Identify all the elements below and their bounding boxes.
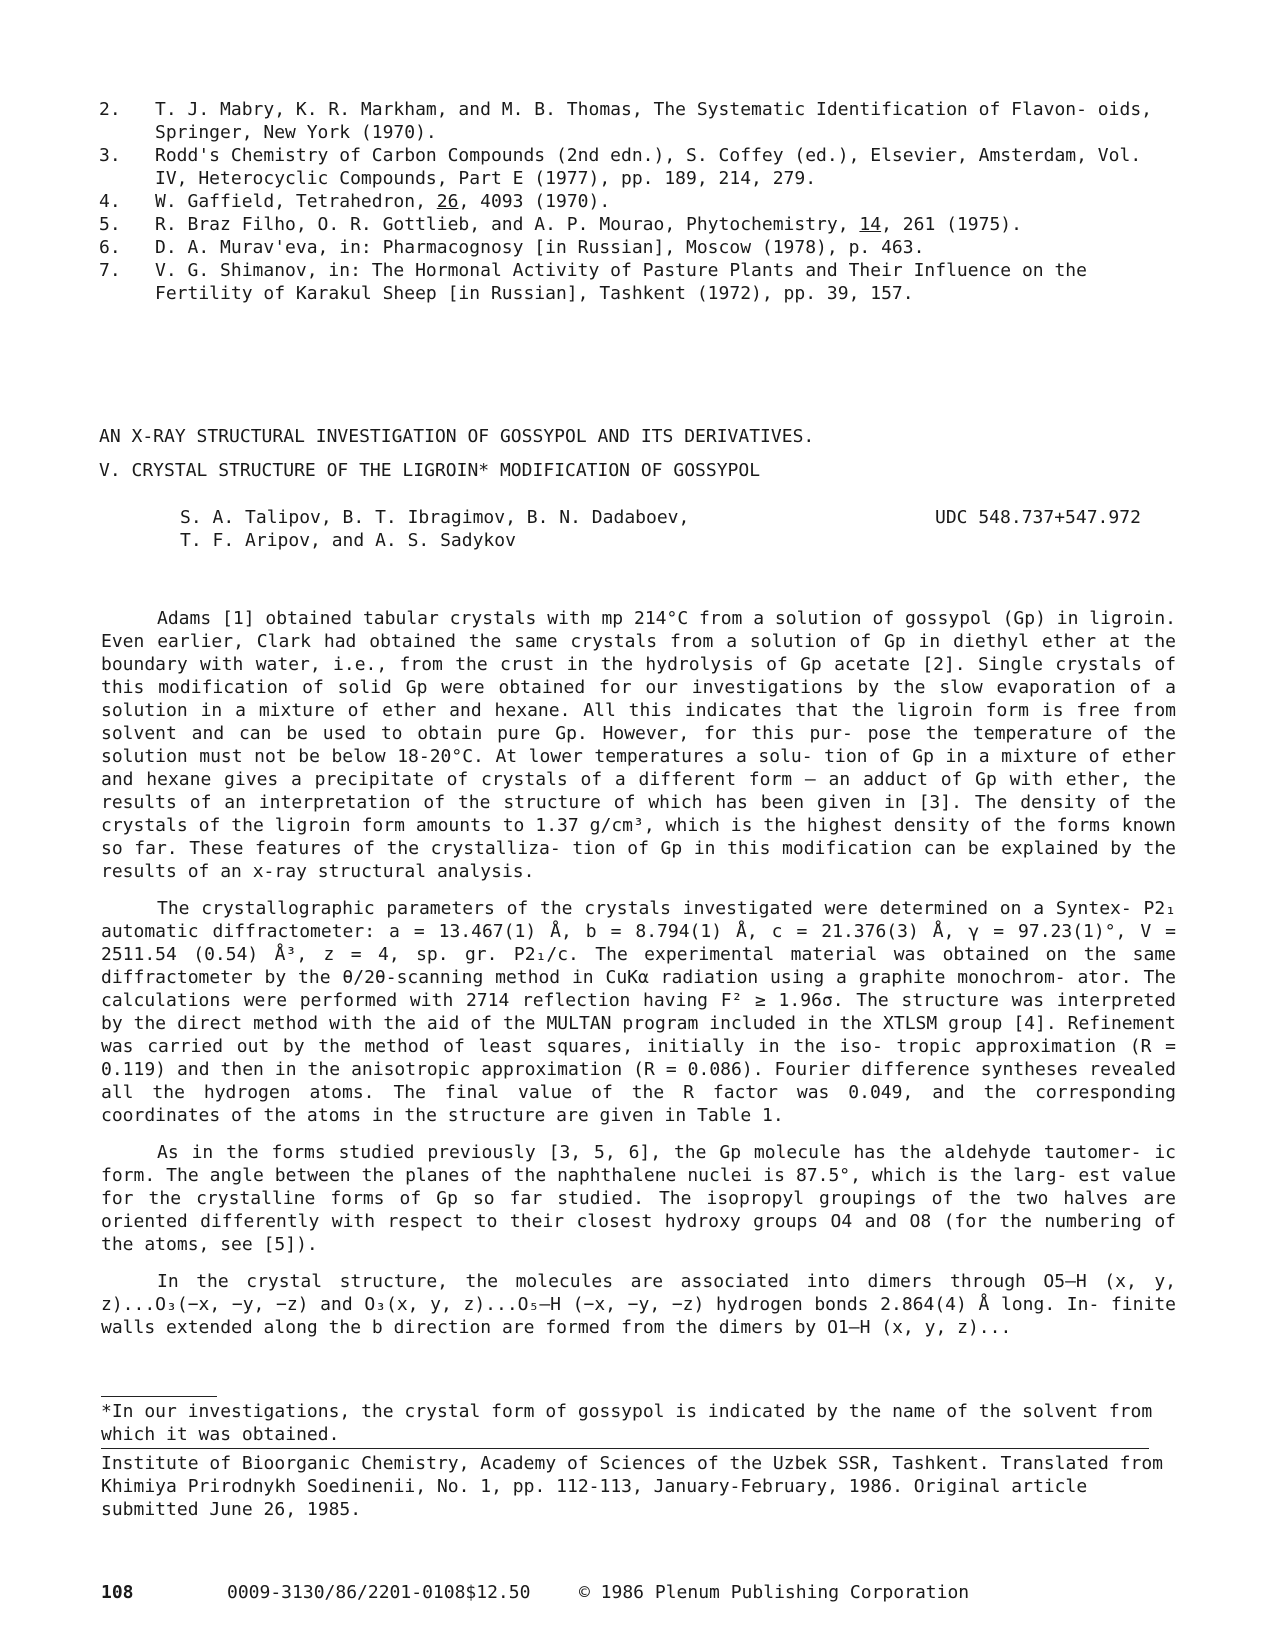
reference-number: 2. <box>99 99 121 120</box>
author-list <box>180 506 780 552</box>
footnote: *In our investigations, the crystal form of gossypol is indicated by the name of the solvent from which it was obtained. <box>101 1401 1153 1445</box>
paragraph: The crystallographic parameters of the crystals investigated were determined on a Syntex- P2₁ automatic diffractometer: a = 13.467(1) Å, b = 8.794(1) Å, c = 21.376(3) Å, γ = 97.23(1)°, V = 2511.54 (0.54) Å³, z = 4, sp. gr. P2₁/c. The experimental material was obtained on the same diffractometer by the θ/2θ-scanning method in CuKα radiation using a graphite monochrom- ator. The calculations were performed with 2714 reflection having F² ≥ 1.96σ. The structure was interpreted by the direct method with the aid of the MULTAN program included in the XTLSM group [4]. Refinement was carried out by the method of least squares, initially in the iso- tropic approximation (R = 0.119) and then in the anisotropic approximation (R = 0.086). Fourier difference syntheses revealed all the hydrogen atoms. The final value of the R factor was 0.049, and the corresponding coordinates of the atoms in the structure are given in Table 1. <box>101 898 1176 1126</box>
title-line: V. CRYSTAL STRUCTURE OF THE LIGROIN* MODIFICATION OF GOSSYPOL <box>99 460 761 481</box>
authors-line: S. A. Talipov, B. T. Ibragimov, B. N. Dadaboev, <box>180 507 690 528</box>
institute-divider <box>101 1448 1149 1449</box>
article-title <box>99 425 1169 493</box>
article-code: 0009-3130/86/2201-0108$12.50 <box>227 1582 531 1603</box>
page-number: 108 <box>101 1582 134 1603</box>
reference-text: R. Braz Filho, O. R. Gottlieb, and A. P. Mourao, Phytochemistry, 14, 261 (1975). <box>155 214 1022 235</box>
volume-number: 14 <box>859 214 882 235</box>
reference-text: V. G. Shimanov, in: The Hormonal Activity of Pasture Plants and Their Influence on the Fertility of Karakul Sheep [in Russian], Tashkent (1972), pp. 39, 157. <box>155 260 1087 304</box>
reference-text: Rodd's Chemistry of Carbon Compounds (2nd edn.), S. Coffey (ed.), Elsevier, Amsterdam, Vol. IV, Heterocyclic Compounds, Part E (1977), pp. 189, 214, 279. <box>155 145 1142 189</box>
reference-text: T. J. Mabry, K. R. Markham, and M. B. Thomas, The Systematic Identification of Flavon- oids, Springer, New York (1970). <box>155 99 1152 143</box>
institute-note: Institute of Bioorganic Chemistry, Academy of Sciences of the Uzbek SSR, Tashkent. Translated from Khimiya Prirodnykh Soedinenii, No. 1, pp. 112-113, January-February, 1986. Original article submitted June 26, 1985. <box>101 1453 1164 1520</box>
volume-number: 26 <box>436 191 459 212</box>
reference-item <box>99 236 1169 259</box>
footnote-divider <box>101 1396 217 1397</box>
reference-item <box>99 144 1169 190</box>
title-line: AN X-RAY STRUCTURAL INVESTIGATION OF GOSSYPOL AND ITS DERIVATIVES. <box>99 426 815 447</box>
reference-list <box>99 98 1169 305</box>
copyright: © 1986 Plenum Publishing Corporation <box>579 1582 970 1603</box>
paragraph: In the crystal structure, the molecules are associated into dimers through O5—H (x, y, z)...O₃(−x, −y, −z) and O₃(x, y, z)...O₅—H (−x, −y, −z) hydrogen bonds 2.864(4) Å long. In- finite walls extended along the b direction are formed from the dimers by O1—H (x, y, z)... <box>101 1271 1176 1338</box>
authors-line: T. F. Aripov, and A. S. Sadykov <box>180 530 516 551</box>
reference-text: W. Gaffield, Tetrahedron, 26, 4093 (1970). <box>155 191 611 212</box>
reference-number: 5. <box>99 214 121 235</box>
article-body <box>101 607 1176 1353</box>
reference-number: 3. <box>99 145 121 166</box>
reference-number: 6. <box>99 237 121 258</box>
udc-code: UDC 548.737+547.972 <box>935 507 1141 528</box>
paragraph: Adams [1] obtained tabular crystals with mp 214°C from a solution of gossypol (Gp) in ligroin. Even earlier, Clark had obtained the same crystals from a solution of Gp in diethyl ether at the boundary with water, i.e., from the crust in the hydrolysis of Gp acetate [2]. Single crystals of this modification of solid Gp were obtained for our investigations by the slow evaporation of a solution in a mixture of ether and hexane. All this indicates that the ligroin form is free from solvent and can be used to obtain pure Gp. However, for this pur- pose the temperature of the solution must not be below 18-20°C. At lower temperatures a solu- tion of Gp in a mixture of ether and hexane gives a precipitate of crystals of a different form — an adduct of Gp with ether, the results of an interpretation of the structure of which has been given in [3]. The density of the crystals of the ligroin form amounts to 1.37 g/cm³, which is the highest density of the forms known so far. These features of the crystalliza- tion of Gp in this modification can be explained by the results of an x-ray structural analysis. <box>101 608 1176 882</box>
reference-number: 4. <box>99 191 121 212</box>
reference-item <box>99 213 1169 236</box>
reference-item <box>99 259 1169 305</box>
reference-number: 7. <box>99 260 121 281</box>
paragraph: As in the forms studied previously [3, 5, 6], the Gp molecule has the aldehyde tautomer- ic form. The angle between the planes of the naphthalene nuclei is 87.5°, which is the larg- est value for the crystalline forms of Gp so far studied. The isopropyl groupings of the two halves are oriented differently with respect to their closest hydroxy groups O4 and O8 (for the numbering of the atoms, see [5]). <box>101 1142 1176 1255</box>
reference-item <box>99 98 1169 144</box>
reference-text: D. A. Murav'eva, in: Pharmacognosy [in Russian], Moscow (1978), p. 463. <box>155 237 925 258</box>
reference-item <box>99 190 1169 213</box>
